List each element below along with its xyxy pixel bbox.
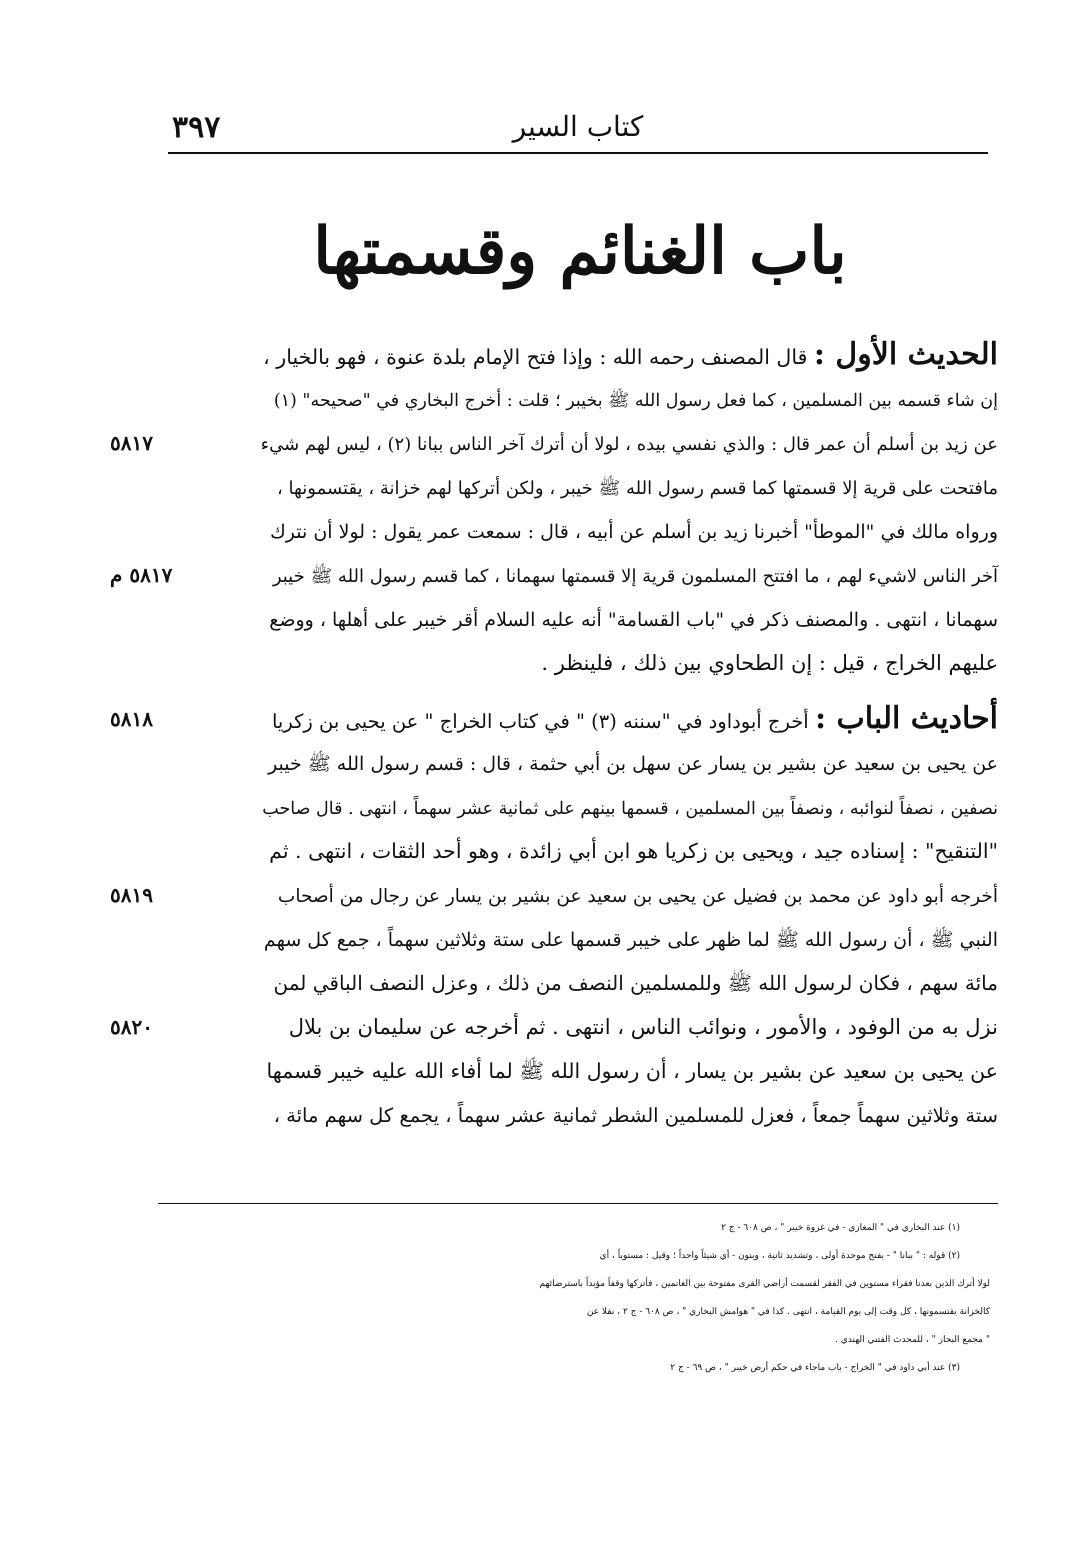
- hadith-number: ٥٨١٨: [110, 707, 153, 731]
- text-line: [110, 421, 998, 465]
- section-lead-in: الحديث الأول :: [813, 337, 998, 372]
- hadith-number: ٥٨١٩: [110, 883, 153, 907]
- line-text: آخر الناس لاشيء لهم ، ما افتتح المسلمون قرية إلا قسمتها سهمانا ، كما قسم رسول الله ﷺ خيبر: [272, 566, 998, 587]
- text-line: [130, 741, 998, 785]
- line-text: أخرجه أبو داود عن محمد بن فضيل عن يحيى بن سعيد عن بشير بن يسار عن رجال من أصحاب: [277, 886, 998, 907]
- line-text: عن يحيى بن سعيد عن بشير بن يسار عن سهل بن أبي حثمة ، قال : قسم رسول الله ﷺ خيبر: [268, 753, 998, 775]
- line-text: مافتحت على قرية إلا قسمتها كما قسم رسول الله ﷺ خيبر ، ولكن أتركها لهم خزانة ، يقتسمونها ،: [276, 478, 998, 499]
- footnote-continuation: لولا أترك الذين بعدنا فقراء مستوين في الفقر لقسمت أراضي القرى مفتوحة بين الغانمين ، فأتركها وقفاً مؤبداً باسترضائهم: [539, 1279, 990, 1289]
- text-line: [130, 377, 998, 421]
- section-lead-in: أحاديث الباب :: [814, 701, 998, 736]
- text-line: [130, 597, 998, 641]
- book-title: كتاب السير: [512, 110, 644, 143]
- line-text: أخرج أبوداود في "سننه (٣) " في كتاب الخراج " عن يحيى بن زكريا: [271, 710, 809, 733]
- line-text: عليهم الخراج ، قيل : إن الطحاوي بين ذلك ، فلينظر .: [541, 651, 998, 675]
- line-text: سهمانا ، انتهى . والمصنف ذكر في "باب القسامة" أنه عليه السلام أقر خيبر على أهلها ، ووضع: [269, 609, 998, 631]
- line-text: النبي ﷺ ، أن رسول الله ﷺ لما ظهر على خيبر قسمها على ستة وثلاثين سهماً ، جمع كل سهم: [263, 929, 998, 951]
- text-line: [130, 465, 998, 509]
- body-text: [110, 333, 998, 1137]
- hadith-number: ٥٨١٧: [110, 431, 153, 455]
- running-header: [168, 108, 988, 152]
- text-line: [130, 333, 998, 377]
- line-text: عن زيد بن أسلم أن عمر قال : والذي نفسي بيده ، لولا أن أترك آخر الناس ببانا (٢) ، ليس لهم شيء: [260, 434, 998, 455]
- text-line: [130, 1049, 998, 1093]
- text-line: [110, 1005, 998, 1049]
- line-text: مائة سهم ، فكان لرسول الله ﷺ وللمسلمين النصف من ذلك ، وعزل النصف الباقي لمن: [273, 971, 998, 995]
- text-line: [110, 697, 998, 741]
- text-line: [130, 961, 998, 1005]
- line-text: نزل به من الوفود ، والأمور ، ونوائب الناس ، انتهى . ثم أخرجه عن سليمان بن بلال: [288, 1015, 998, 1039]
- footnote: (١) عند البخاري في " المغازي - في غزوة خيبر " ، ص ٦٠٨ - ج ٢: [721, 1223, 960, 1233]
- line-text: قال المصنف رحمه الله : وإذا فتح الإمام بلدة عنوة ، فهو بالخيار ،: [263, 345, 808, 369]
- line-text: إن شاء قسمه بين المسلمين ، كما فعل رسول الله ﷺ بخيبر ؛ قلت : أخرج البخاري في "صحيحه" (١): [273, 391, 998, 411]
- text-line: [110, 873, 998, 917]
- text-line: [110, 553, 998, 597]
- footnote: (٣) عند أبي داود في " الخراج - باب ماجاء في حكم أرض خيبر " ، ص ٦٩ - ج ٢: [670, 1363, 960, 1373]
- line-text: نصفين ، نصفاً لنوائبه ، ونصفاً بين المسلمين ، قسمها بينهم على ثمانية عشر سهماً ، انتهى . قال صاحب: [262, 799, 998, 819]
- footnotes: [160, 1214, 990, 1382]
- footnote-continuation: كالخزانة يقتسمونها ، كل وقت إلى يوم القيامة ، انتهى . كذا في " هوامش البخاري " ، ص ٦٠٨ - ج ٢ ، نقلا عن: [586, 1307, 990, 1317]
- text-line: [130, 785, 998, 829]
- line-text: عن يحيى بن سعيد عن بشير بن يسار ، أن رسول الله ﷺ لما أفاء الله عليه خيبر قسمها: [266, 1059, 998, 1083]
- footnote: (٢) قوله : " ببانا " - بفتح موحدة أولى ، وتشديد ثانية ، وبنون - أي شيئاً واحداً ؛ وقيل : مستوياً ، أي: [599, 1251, 960, 1261]
- line-text: "التنقيح" : إسناده جيد ، ويحيى بن زكريا هو ابن أبي زائدة ، وهو أحد الثقات ، انتهى . ثم: [269, 839, 998, 863]
- header-rule: [168, 152, 988, 154]
- text-line: [130, 917, 998, 961]
- footnote-continuation: " مجمع البحار " ، للمحدث الفتني الهندي .: [835, 1335, 990, 1345]
- text-line: [130, 829, 998, 873]
- line-text: ستة وثلاثين سهماً جمعاً ، فعزل للمسلمين الشطر ثمانية عشر سهماً ، يجمع كل سهم مائة ،: [273, 1104, 998, 1127]
- chapter-title: باب الغنائم وقسمتها: [313, 214, 847, 289]
- hadith-number: ٥٨١٧ م: [110, 563, 173, 587]
- page-number: ٣٩٧: [172, 110, 221, 145]
- footnote-rule: [158, 1203, 998, 1204]
- text-line: [130, 509, 998, 553]
- text-line: [130, 641, 998, 685]
- line-text: ورواه مالك في "الموطأ" أخبرنا زيد بن أسلم عن أبيه ، قال : سمعت عمر يقول : لولا أن نترك: [270, 521, 998, 543]
- text-line: [130, 1093, 998, 1137]
- hadith-number: ٥٨٢٠: [110, 1015, 153, 1039]
